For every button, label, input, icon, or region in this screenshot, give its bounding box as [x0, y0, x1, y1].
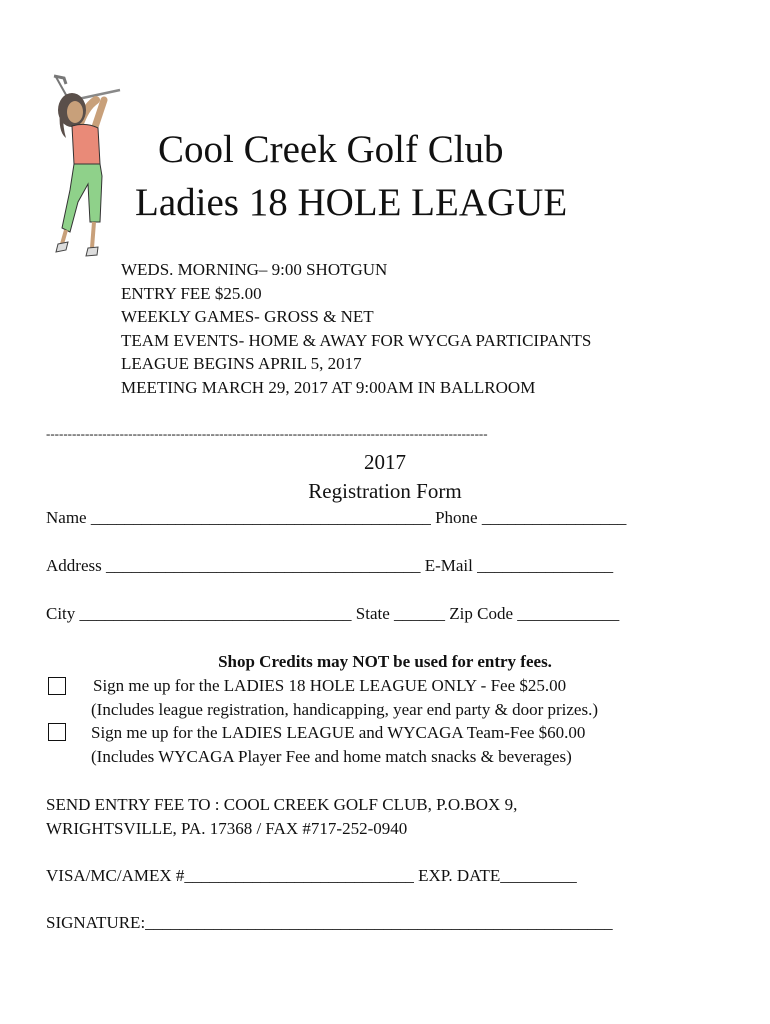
league-only-detail: (Includes league registration, handicapping, year end party & door prizes.) — [91, 700, 598, 719]
send-to-line-2: WRIGHTSVILLE, PA. 17368 / FAX #717-252-0940 — [46, 819, 408, 838]
city-state-zip-field[interactable]: City ________________________________ State ______ Zip Code ____________ — [46, 604, 620, 623]
info-line: WEEKLY GAMES- GROSS & NET — [121, 307, 374, 326]
name-phone-field[interactable]: Name ________________________________________ Phone _________________ — [46, 508, 627, 527]
league-wycaga-checkbox[interactable] — [48, 723, 66, 741]
shop-credits-note: Shop Credits may NOT be used for entry fees. — [218, 652, 552, 671]
info-line: WEDS. MORNING– 9:00 SHOTGUN — [121, 260, 388, 279]
address-email-field[interactable]: Address _____________________________________ E-Mail ________________ — [46, 556, 614, 575]
form-year: 2017 — [364, 450, 406, 474]
league-wycaga-detail: (Includes WYCAGA Player Fee and home match snacks & beverages) — [91, 747, 572, 766]
card-expiry-field[interactable]: VISA/MC/AMEX #___________________________ EXP. DATE_________ — [46, 866, 577, 885]
info-list — [121, 258, 591, 399]
info-line: MEETING MARCH 29, 2017 AT 9:00AM IN BALLROOM — [121, 377, 536, 397]
golfer-illustration — [40, 72, 140, 262]
league-wycaga-label: Sign me up for the LADIES LEAGUE and WYCAGA Team-Fee $60.00 — [91, 723, 586, 742]
league-name: Ladies 18 HOLE LEAGUE — [135, 181, 568, 224]
league-only-label: Sign me up for the LADIES 18 HOLE LEAGUE ONLY - Fee $25.00 — [93, 676, 567, 695]
form-title: Registration Form — [308, 479, 462, 503]
cut-line-divider: ------------------------------------------------------------------------------------------------------ — [46, 426, 488, 441]
info-line: LEAGUE BEGINS APRIL 5, 2017 — [121, 354, 362, 373]
send-to-line-1: SEND ENTRY FEE TO : COOL CREEK GOLF CLUB, P.O.BOX 9, — [46, 795, 518, 814]
info-line: ENTRY FEE $25.00 — [121, 283, 262, 303]
club-name: Cool Creek Golf Club — [158, 128, 504, 171]
signature-field[interactable]: SIGNATURE:_______________________________________________________ — [46, 913, 613, 932]
league-only-checkbox[interactable] — [48, 677, 66, 695]
info-line: TEAM EVENTS- HOME & AWAY FOR WYCGA PARTICIPANTS — [121, 330, 592, 350]
